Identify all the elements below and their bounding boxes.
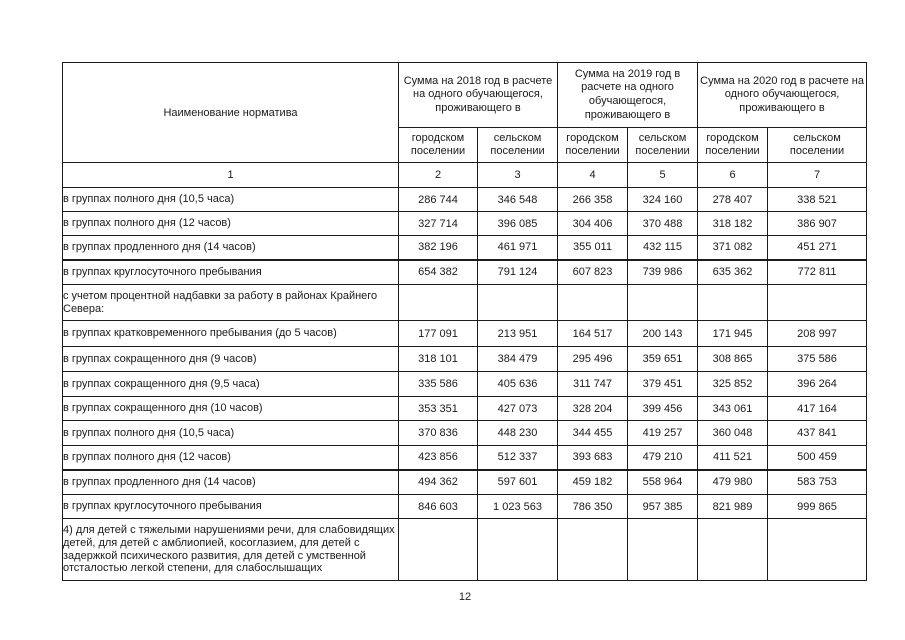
value-cell — [698, 519, 768, 581]
table-row — [63, 397, 867, 421]
row-name-cell: в группах сокращенного дня (9,5 часа) — [63, 372, 399, 397]
value-cell: 791 124 — [478, 260, 558, 285]
value-cell — [399, 285, 478, 321]
value-cell: 461 971 — [478, 236, 558, 260]
value-cell: 346 548 — [478, 188, 558, 212]
row-name-cell: в группах кратковременного пребывания (до 5 часов) — [63, 321, 399, 347]
value-cell: 213 951 — [478, 321, 558, 347]
value-cell: 311 747 — [558, 372, 628, 397]
value-cell: 318 182 — [698, 212, 768, 236]
value-cell: 786 350 — [558, 495, 628, 519]
value-cell: 451 271 — [768, 236, 867, 260]
value-cell — [478, 285, 558, 321]
value-cell: 304 406 — [558, 212, 628, 236]
row-name-cell: в группах продленного дня (14 часов) — [63, 470, 399, 495]
value-cell: 999 865 — [768, 495, 867, 519]
value-cell: 479 980 — [698, 470, 768, 495]
value-cell — [558, 519, 628, 581]
value-cell: 635 362 — [698, 260, 768, 285]
value-cell: 500 459 — [768, 446, 867, 470]
row-name-cell: в группах полного дня (10,5 часа) — [63, 188, 399, 212]
value-cell: 177 091 — [399, 321, 478, 347]
table-row — [63, 372, 867, 397]
value-cell: 353 351 — [399, 397, 478, 421]
value-cell — [628, 285, 698, 321]
header-row-column-numbers — [63, 163, 867, 188]
value-cell: 335 586 — [399, 372, 478, 397]
column-number-cell: 3 — [478, 163, 558, 188]
value-cell: 739 986 — [628, 260, 698, 285]
value-cell: 448 230 — [478, 421, 558, 446]
value-cell: 607 823 — [558, 260, 628, 285]
value-cell — [698, 285, 768, 321]
subheader-2020-rural: сельском поселении — [768, 128, 867, 163]
table-row — [63, 421, 867, 446]
value-cell: 597 601 — [478, 470, 558, 495]
table-row — [63, 446, 867, 470]
value-cell — [628, 519, 698, 581]
row-name-cell: в группах полного дня (12 часов) — [63, 446, 399, 470]
value-cell: 384 479 — [478, 347, 558, 372]
value-cell: 343 061 — [698, 397, 768, 421]
column-number-cell: 7 — [768, 163, 867, 188]
value-cell: 479 210 — [628, 446, 698, 470]
row-name-cell: в группах сокращенного дня (9 часов) — [63, 347, 399, 372]
value-cell: 821 989 — [698, 495, 768, 519]
column-number-cell: 4 — [558, 163, 628, 188]
value-cell: 417 164 — [768, 397, 867, 421]
header-group-2020: Сумма на 2020 год в расчете на одного обучающегося, проживающего в — [698, 63, 867, 128]
value-cell: 360 048 — [698, 421, 768, 446]
subheader-2019-rural: сельском поселении — [628, 128, 698, 163]
value-cell: 359 651 — [628, 347, 698, 372]
value-cell: 386 907 — [768, 212, 867, 236]
value-cell: 396 264 — [768, 372, 867, 397]
value-cell: 318 101 — [399, 347, 478, 372]
value-cell — [558, 285, 628, 321]
value-cell: 846 603 — [399, 495, 478, 519]
value-cell: 405 636 — [478, 372, 558, 397]
value-cell: 382 196 — [399, 236, 478, 260]
value-cell: 375 586 — [768, 347, 867, 372]
value-cell: 371 082 — [698, 236, 768, 260]
value-cell: 558 964 — [628, 470, 698, 495]
value-cell: 200 143 — [628, 321, 698, 347]
value-cell: 344 455 — [558, 421, 628, 446]
value-cell: 512 337 — [478, 446, 558, 470]
table-row — [63, 321, 867, 347]
value-cell: 459 182 — [558, 470, 628, 495]
value-cell — [768, 285, 867, 321]
column-number-cell: 5 — [628, 163, 698, 188]
value-cell: 411 521 — [698, 446, 768, 470]
subheader-2018-rural: сельском поселении — [478, 128, 558, 163]
header-group-2019: Сумма на 2019 год в расчете на одного обучающегося, проживающего в — [558, 63, 698, 128]
value-cell: 432 115 — [628, 236, 698, 260]
value-cell — [768, 519, 867, 581]
header-name-column: Наименование норматива — [63, 63, 399, 163]
normative-table — [62, 62, 867, 581]
row-name-cell: в группах сокращенного дня (10 часов) — [63, 397, 399, 421]
row-name-cell: в группах полного дня (12 часов) — [63, 212, 399, 236]
table-row — [63, 470, 867, 495]
subheader-2018-urban: городском поселении — [399, 128, 478, 163]
value-cell: 328 204 — [558, 397, 628, 421]
value-cell: 423 856 — [399, 446, 478, 470]
value-cell: 494 362 — [399, 470, 478, 495]
section-row — [63, 519, 867, 581]
row-name-cell: в группах круглосуточного пребывания — [63, 495, 399, 519]
table-row — [63, 347, 867, 372]
value-cell: 338 521 — [768, 188, 867, 212]
value-cell: 396 085 — [478, 212, 558, 236]
value-cell — [399, 519, 478, 581]
row-name-cell: в группах продленного дня (14 часов) — [63, 236, 399, 260]
column-number-cell: 6 — [698, 163, 768, 188]
value-cell: 327 714 — [399, 212, 478, 236]
table-row — [63, 260, 867, 285]
value-cell: 399 456 — [628, 397, 698, 421]
table-body — [63, 188, 867, 581]
table-row — [63, 188, 867, 212]
row-name-cell: в группах полного дня (10,5 часа) — [63, 421, 399, 446]
table-row — [63, 236, 867, 260]
column-number-cell: 2 — [399, 163, 478, 188]
value-cell: 164 517 — [558, 321, 628, 347]
row-name-cell: в группах круглосуточного пребывания — [63, 260, 399, 285]
table-header — [63, 63, 867, 188]
value-cell: 370 836 — [399, 421, 478, 446]
subheader-2020-urban: городском поселении — [698, 128, 768, 163]
header-row-groups — [63, 63, 867, 128]
value-cell — [478, 519, 558, 581]
table-row — [63, 495, 867, 519]
value-cell: 379 451 — [628, 372, 698, 397]
value-cell: 208 997 — [768, 321, 867, 347]
value-cell: 437 841 — [768, 421, 867, 446]
value-cell: 370 488 — [628, 212, 698, 236]
value-cell: 772 811 — [768, 260, 867, 285]
value-cell: 295 496 — [558, 347, 628, 372]
value-cell: 355 011 — [558, 236, 628, 260]
value-cell: 393 683 — [558, 446, 628, 470]
row-name-cell: 4) для детей с тяжелыми нарушениями речи, для слабовидящих детей, для детей с амблиопией, косоглазием, для детей с задержкой психического развития, для детей с умственной отсталостью легкой степени, для слабослышащих — [63, 519, 399, 581]
table-row — [63, 212, 867, 236]
value-cell: 583 753 — [768, 470, 867, 495]
value-cell: 654 382 — [399, 260, 478, 285]
value-cell: 171 945 — [698, 321, 768, 347]
subheader-2019-urban: городском поселении — [558, 128, 628, 163]
value-cell: 419 257 — [628, 421, 698, 446]
value-cell: 286 744 — [399, 188, 478, 212]
column-number-cell: 1 — [63, 163, 399, 188]
row-name-cell: с учетом процентной надбавки за работу в районах Крайнего Севера: — [63, 285, 399, 321]
page-number: 12 — [458, 591, 472, 603]
section-row — [63, 285, 867, 321]
value-cell: 278 407 — [698, 188, 768, 212]
value-cell: 325 852 — [698, 372, 768, 397]
value-cell: 266 358 — [558, 188, 628, 212]
value-cell: 957 385 — [628, 495, 698, 519]
header-group-2018: Сумма на 2018 год в расчете на одного обучающегося, проживающего в — [399, 63, 558, 128]
value-cell: 308 865 — [698, 347, 768, 372]
value-cell: 324 160 — [628, 188, 698, 212]
value-cell: 427 073 — [478, 397, 558, 421]
value-cell: 1 023 563 — [478, 495, 558, 519]
